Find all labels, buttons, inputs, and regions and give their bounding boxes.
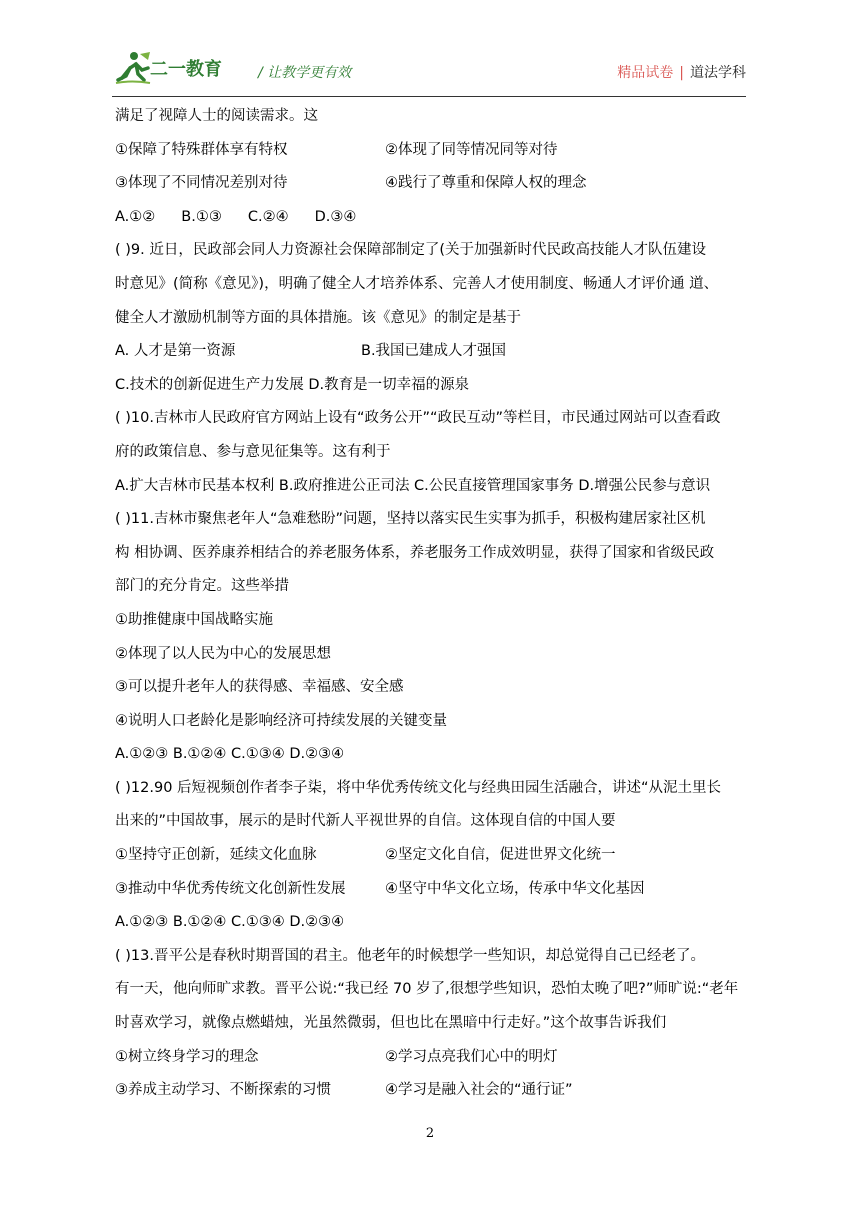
slogan: / 让教学更有效 (258, 65, 352, 81)
option-1: ①坚持守正创新，延续文化血脉 (115, 847, 317, 864)
choice-c: C.②④ (247, 208, 289, 225)
question-13-line: ( )13.晋平公是春秋时期晋国的君主。他老年的时候想学一些知识，却总觉得自己已经老了。 (115, 947, 705, 964)
option-row (115, 167, 751, 201)
answer-choices: A.扩大吉林市民基本权利 B.政府推进公正司法 C.公民直接管理国家事务 D.增强公民参与意识 (115, 477, 711, 494)
choice-b: B.我国已建成人才强国 (361, 343, 507, 360)
option-row (115, 335, 751, 369)
choice-a: A. 人才是第一资源 (115, 343, 236, 360)
question-11-line: ( )11.吉林市聚焦老年人“急难愁盼”问题，坚持以落实民生实事为抓手，积极构建居家社区机 (115, 511, 706, 528)
header-subject: 道法学科 (690, 65, 746, 81)
option-3: ③可以提升老年人的获得感、幸福感、安全感 (115, 679, 404, 696)
question-12-line: ( )12.90 后短视频创作者李子柒，将中华优秀传统文化与经典田园生活融合，讲述“从泥土里长 (115, 779, 722, 796)
option-2: ②体现了以人民为中心的发展思想 (115, 645, 331, 662)
answer-choices: A.①②③ B.①②④ C.①③④ D.②③④ (115, 746, 345, 763)
option-3: ③养成主动学习、不断探索的习惯 (115, 1082, 331, 1099)
question-9-line: 健全人才激励机制等方面的具体措施。该《意见》的制定是基于 (115, 309, 521, 326)
page-number: 2 (425, 1126, 435, 1141)
option-row (115, 134, 751, 168)
option-4: ④说明人口老龄化是影响经济可持续发展的关键变量 (115, 712, 447, 729)
answer-choices (115, 201, 751, 235)
option-1: ①助推健康中国战略实施 (115, 611, 273, 628)
question-10-line: 府的政策信息、参与意见征集等。这有利于 (115, 443, 391, 460)
question-10-line: ( )10.吉林市人民政府官方网站上设有“政务公开”“政民互动”等栏目，市民通过网站可以查看政 (115, 410, 721, 427)
text-line: 满足了视障人士的阅读需求。这 (115, 108, 318, 124)
runner-logo-icon (112, 50, 152, 86)
option-2: ②体现了同等情况同等对待 (385, 141, 558, 158)
option-row (115, 873, 751, 907)
document-body (115, 100, 751, 1108)
choice-d: D.③④ (314, 208, 357, 225)
page-header (112, 48, 746, 96)
choice-a: A.①② (115, 208, 156, 225)
choices-cd: C.技术的创新促进生产力发展 D.教育是一切幸福的源泉 (115, 376, 470, 393)
header-right (617, 62, 746, 82)
option-4: ④坚守中华文化立场，传承中华文化基因 (385, 880, 645, 897)
choice-b: B.①③ (181, 208, 222, 225)
option-row (115, 839, 751, 873)
option-2: ②坚定文化自信，促进世界文化统一 (385, 847, 616, 864)
option-4: ④学习是融入社会的“通行证” (385, 1082, 573, 1099)
question-12-line: 出来的”中国故事，展示的是时代新人平视世界的自信。这体现自信的中国人要 (115, 813, 616, 830)
header-tag: 精品试卷 (617, 65, 674, 81)
option-3: ③体现了不同情况差别对待 (115, 175, 288, 192)
header-rule (112, 96, 746, 97)
logo-text: 二一教育 (150, 59, 222, 80)
question-9-line: 时意见》(简称《意见》)，明确了健全人才培养体系、完善人才使用制度、畅通人才评价通 道、 (115, 275, 719, 292)
option-3: ③推动中华优秀传统文化创新性发展 (115, 880, 346, 897)
option-row (115, 1074, 751, 1108)
question-13-line: 有一天，他向师旷求教。晋平公说:“我已经 70 岁了,很想学些知识，恐怕太晚了吧?”师旷说:“老年 (115, 981, 739, 998)
option-row (115, 1041, 751, 1075)
option-1: ①保障了特殊群体享有特权 (115, 141, 288, 158)
option-2: ②学习点亮我们心中的明灯 (385, 1048, 558, 1065)
logo (112, 50, 224, 86)
header-separator: | (679, 65, 684, 81)
answer-choices: A.①②③ B.①②④ C.①③④ D.②③④ (115, 914, 345, 931)
question-13-line: 时喜欢学习，就像点燃蜡烛，光虽然微弱，但也比在黑暗中行走好。”这个故事告诉我们 (115, 1015, 667, 1032)
option-4: ④践行了尊重和保障人权的理念 (385, 175, 587, 192)
question-11-line: 构 相协调、医养康养相结合的养老服务体系，养老服务工作成效明显，获得了国家和省级民政 (115, 544, 715, 561)
option-1: ①树立终身学习的理念 (115, 1048, 259, 1065)
question-9-line: ( )9. 近日，民政部会同人力资源社会保障部制定了(关于加强新时代民政高技能人才队伍建设 (115, 242, 707, 259)
question-11-line: 部门的充分肯定。这些举措 (115, 578, 289, 595)
